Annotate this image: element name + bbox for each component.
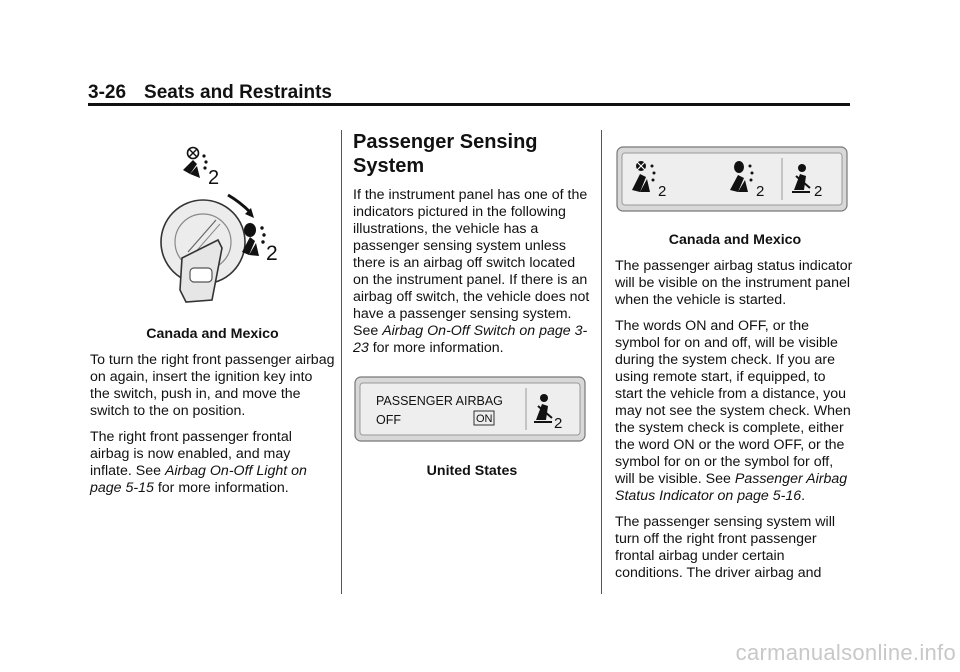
symbol-number: 2 xyxy=(814,183,823,200)
paragraph: The right front passenger frontal airbag is now enabled, and may inflate. See Airbag On-Off Light on page 5-15 for more information. xyxy=(90,429,307,496)
middle-column xyxy=(353,130,591,366)
us-indicator-panel xyxy=(354,376,586,442)
paragraph: The passenger sensing system will turn off the right front passenger frontal airbag under certain conditions. The driver airbag and xyxy=(615,514,836,581)
symbol-number: 2 xyxy=(756,183,765,200)
symbol-number: 2 xyxy=(658,183,667,200)
symbol-number: 2 xyxy=(554,415,563,432)
cross-reference-link[interactable]: Airbag On-Off Light on page 5-15 xyxy=(90,463,307,496)
figure-caption: United States xyxy=(426,463,518,479)
middle-caption-wrap xyxy=(353,463,591,489)
airbag-on-symbol-icon xyxy=(242,223,278,265)
canada-mexico-indicator-panel xyxy=(616,146,848,212)
symbol-number: 2 xyxy=(266,242,278,265)
page-number: 3-26 xyxy=(88,82,127,103)
section-title: Seats and Restraints xyxy=(144,82,332,103)
panel-off-label: OFF xyxy=(376,413,401,427)
column-divider-left xyxy=(341,130,342,594)
panel-on-label: ON xyxy=(476,413,493,425)
rotate-arrow-icon xyxy=(228,195,250,212)
column-divider-right xyxy=(601,130,602,594)
paragraph: To turn the right front passenger airbag on again, insert the ignition key into the switch, push in, and move the switch to the on position. xyxy=(90,352,335,419)
left-column xyxy=(90,326,335,506)
panel-label: PASSENGER AIRBAG xyxy=(376,394,503,408)
right-column xyxy=(615,232,855,591)
ignition-switch-illustration xyxy=(150,140,300,312)
figure-caption: Canada and Mexico xyxy=(668,232,802,248)
paragraph: The words ON and OFF, or the symbol for on and off, will be visible during the system check. If you are using remote start, if equipped, to start the vehicle from a distance, you may not see the system check. When the system check is complete, either the word ON or the word OFF, or the symbol for on or the symbol for off, will be visible. See Passenger Airbag Status Indicator on page 5-16. xyxy=(615,318,851,504)
paragraph: If the instrument panel has one of the indicators pictured in the following illustrations, the vehicle has a passenger sensing system unless there is an airbag off switch located on the instrument panel. If there is an airbag off switch, the vehicle does not have a passenger sensing system. See Airbag On-Off Switch on page 3-23 for more information. xyxy=(353,187,590,356)
airbag-off-symbol-icon xyxy=(183,148,219,190)
cross-reference-link[interactable]: Passenger Airbag Status Indicator on page 5-16 xyxy=(615,471,848,504)
paragraph: The passenger airbag status indicator will be visible on the instrument panel when the vehicle is started. xyxy=(615,258,853,308)
section-heading: Passenger Sensing System xyxy=(353,131,538,177)
watermark: carmanualsonline.info xyxy=(735,640,956,665)
figure-caption: Canada and Mexico xyxy=(146,326,279,342)
header-rule xyxy=(88,103,850,106)
cross-reference-link[interactable]: Airbag On-Off Switch on page 3-23 xyxy=(353,323,588,356)
symbol-number: 2 xyxy=(208,167,220,189)
page-header xyxy=(88,82,332,104)
